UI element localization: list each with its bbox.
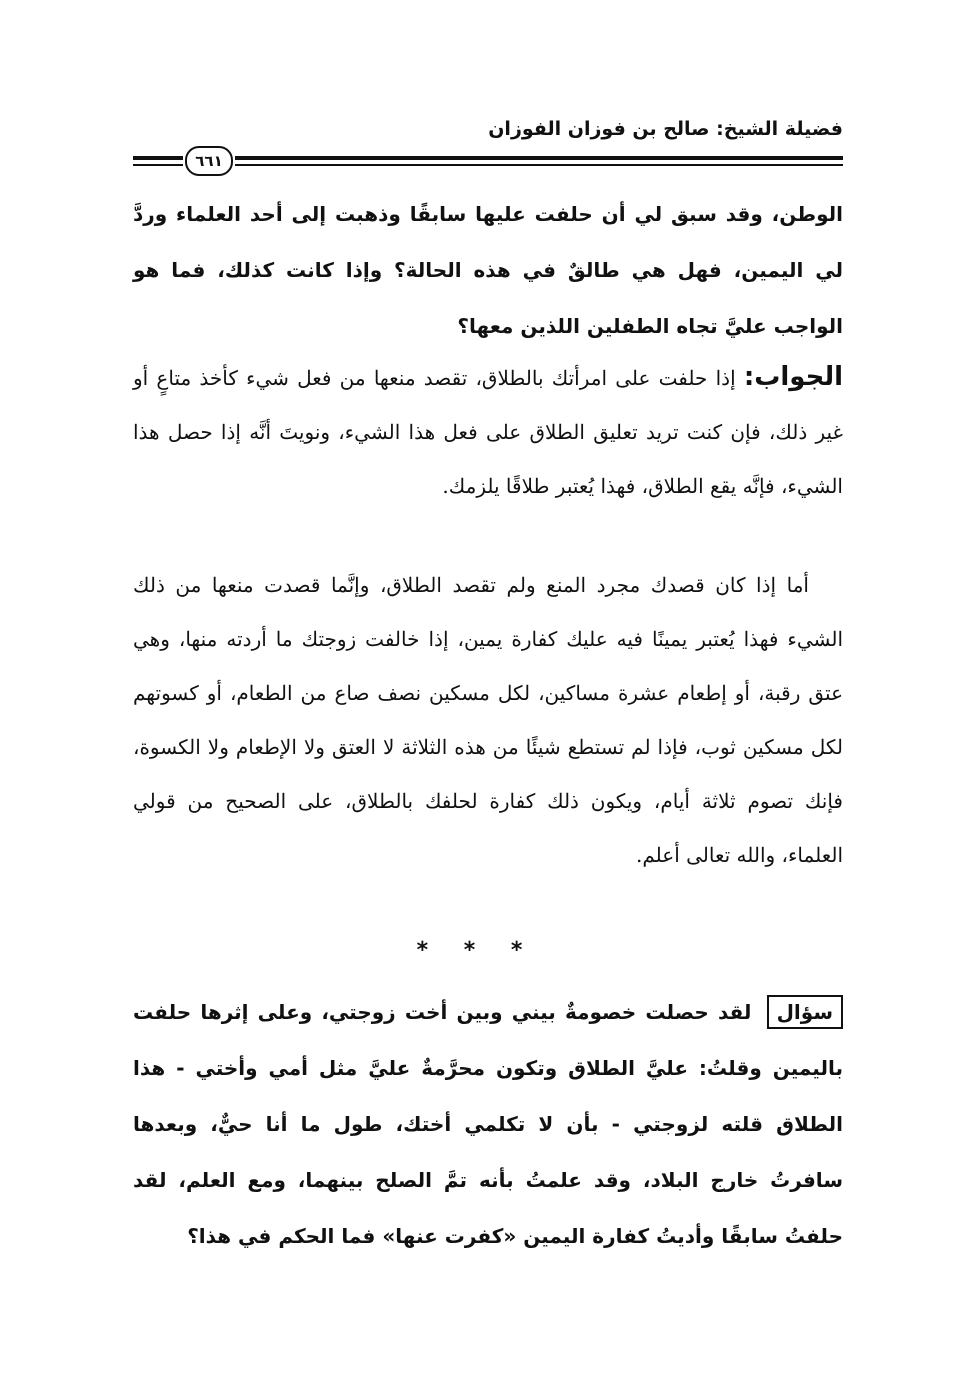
answer-paragraph-1	[133, 350, 843, 513]
question-continued-text: الوطن، وقد سبق لي أن حلفت عليها سابقًا وذهبت إلى أحد العلماء وردَّ لي اليمين، فهل هي طالقٌ في هذه الحالة؟ وإذا كانت كذلك، فما هو الواجب عليَّ تجاه الطفلين اللذين معها؟	[133, 202, 843, 338]
next-question-text: لقد حصلت خصومةٌ بيني وبين أخت زوجتي، وعلى إثرها حلفت باليمين وقلتُ: عليَّ الطلاق وتكون محرَّمةٌ عليَّ مثل أمي وأختي - هذا الطلاق قلته لزوجتي - بأن لا تكلمي أختك، طول ما أنا حيٌّ، وبعدها سافرتُ خارج البلاد، وقد علمتُ بأنه تمَّ الصلح بينهما، ومع العلم، لقد حلفتُ سابقًا وأديتُ كفارة اليمين «كفرت عنها» فما الحكم في هذا؟	[133, 1000, 843, 1248]
answer-label: الجواب:	[743, 362, 844, 392]
page-number: ٦٦١	[185, 146, 233, 176]
header-rule-thick	[235, 156, 843, 160]
header-rule-left-thin	[133, 164, 183, 166]
next-question	[133, 984, 843, 1264]
answer-paragraph-2-text: أما إذا كان قصدك مجرد المنع ولم تقصد الطلاق، وإنَّما قصدت منعها من ذلك الشيء فهذا يُعتبر يمينًا فيه عليك كفارة يمين، إذا خالفت زوجتك ما أردته منها، وهي عتق رقبة، أو إطعام عشرة مساكين، لكل مسكين نصف صاع من الطعام، أو كسوتهم لكل مسكين ثوب، فإذا لم تستطع شيئًا من هذه الثلاثة لا العتق ولا الإطعام ولا الكسوة، فإنك تصوم ثلاثة أيام، ويكون ذلك كفارة لحلفك بالطلاق، على الصحيح من قولي العلماء، والله تعالى أعلم.	[133, 573, 844, 867]
answer-paragraph-1-text: إذا حلفت على امرأتك بالطلاق، تقصد منعها من فعل شيء كأخذ متاعٍ أو غير ذلك، فإن كنت تريد تعليق الطلاق على فعل هذا الشيء، ونويتَ أنَّه إذا حصل هذا الشيء، فإنَّه يقع الطلاق، فهذا يُعتبر طلاقًا يلزمك.	[133, 366, 843, 498]
answer-paragraph-2	[133, 558, 843, 882]
section-separator: * * *	[416, 938, 537, 963]
running-title: فضيلة الشيخ: صالح بن فوزان الفوزان	[488, 118, 843, 140]
page-header	[133, 112, 843, 174]
question-label-box: سؤال	[767, 995, 843, 1029]
header-rule-thin	[235, 164, 843, 166]
question-continued	[133, 186, 843, 354]
header-rule-left-thick	[133, 156, 183, 160]
